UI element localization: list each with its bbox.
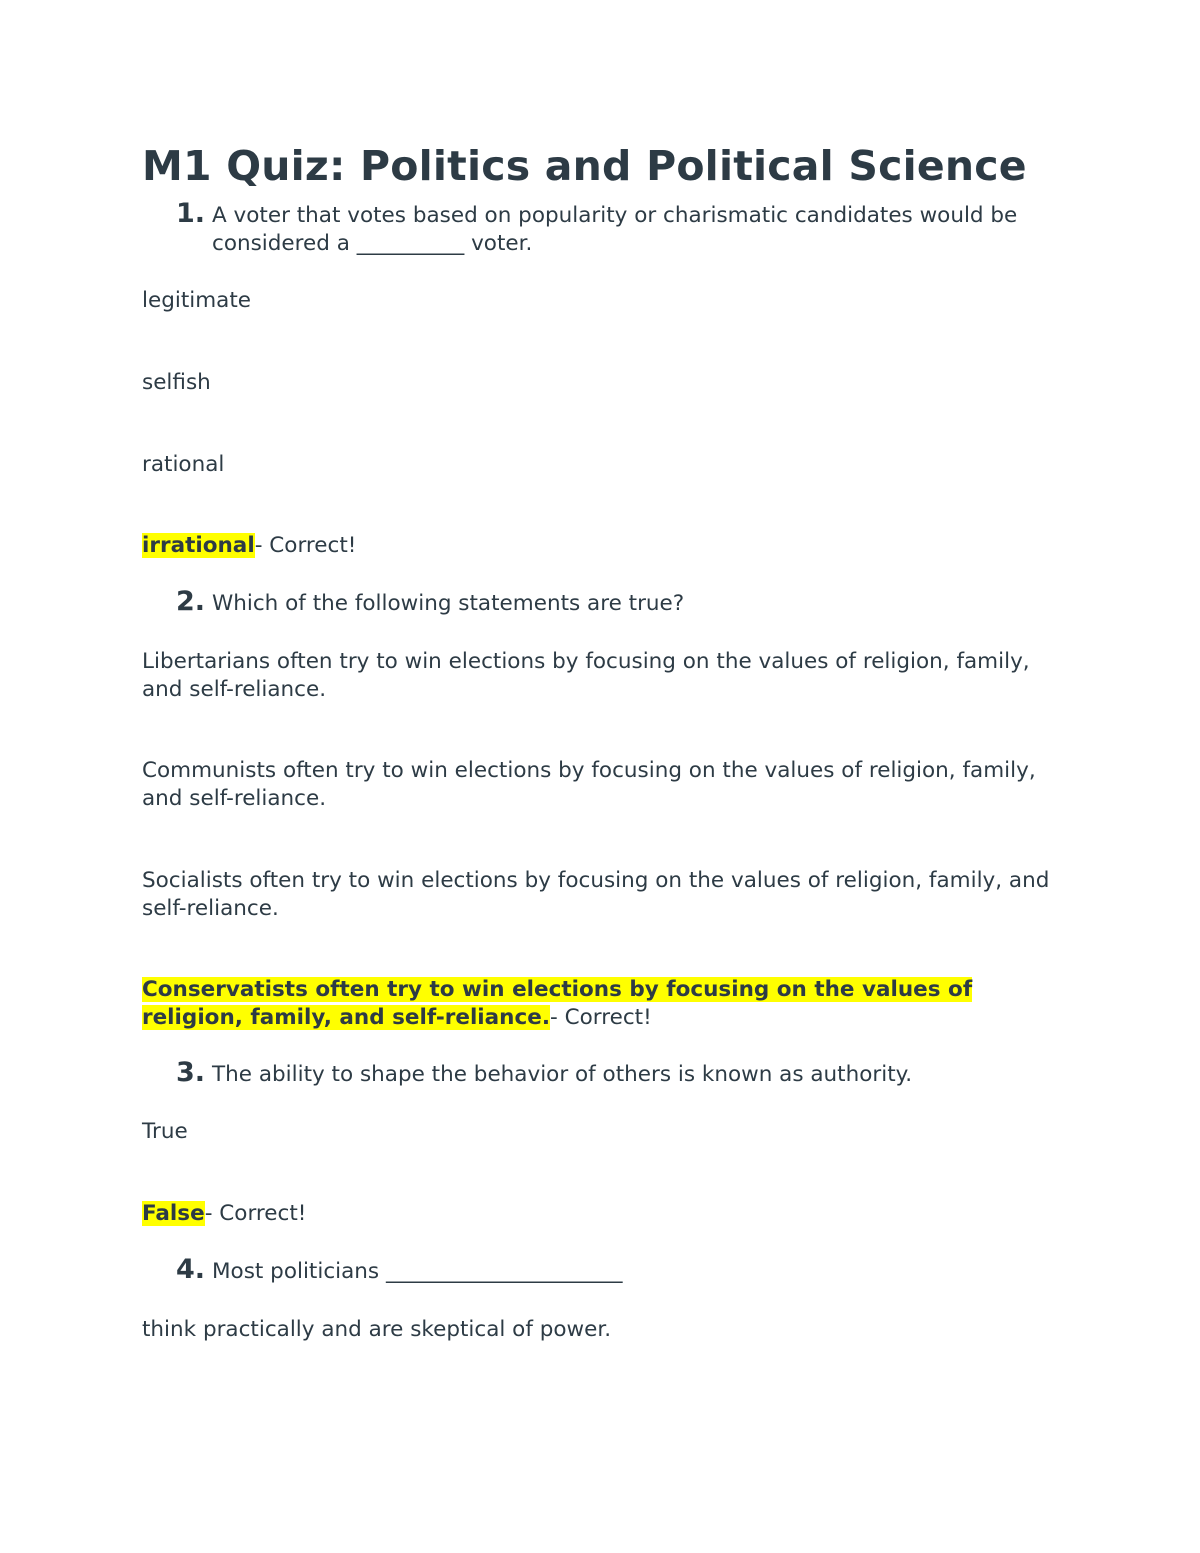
q4-option-1: think practically and are skeptical of power. xyxy=(142,1317,612,1342)
q1-option-2: selfish xyxy=(142,370,211,395)
question-4-number: 4. xyxy=(176,1254,206,1285)
q2-correct-feedback: - Correct! xyxy=(550,1005,652,1030)
question-2 xyxy=(176,588,1072,618)
question-4-text: Most politicians ______________________ xyxy=(212,1259,623,1284)
q3-correct-answer-highlight: False xyxy=(142,1201,205,1226)
q2-option-1: Libertarians often try to win elections by focusing on the values of religion, family, and self-reliance. xyxy=(142,649,1030,702)
question-3-number: 3. xyxy=(176,1057,206,1088)
q1-correct-answer xyxy=(142,532,1072,560)
q3-correct-answer xyxy=(142,1200,1072,1228)
question-4 xyxy=(176,1256,1072,1286)
question-1 xyxy=(176,200,1072,258)
q2-correct-answer-highlight-line-2: religion, family, and self-reliance. xyxy=(142,1005,550,1030)
question-1-number: 1. xyxy=(176,198,206,229)
q1-option-3: rational xyxy=(142,452,225,477)
q2-option-3: Socialists often try to win elections by focusing on the values of religion, family, and self-reliance. xyxy=(142,868,1050,921)
q2-option-2: Communists often try to win elections by focusing on the values of religion, family, and self-reliance. xyxy=(142,758,1036,811)
question-3 xyxy=(176,1059,1072,1089)
question-2-number: 2. xyxy=(176,586,206,617)
q1-correct-answer-highlight: irrational xyxy=(142,533,255,558)
q2-correct-answer xyxy=(142,976,1072,1032)
question-3-text: The ability to shape the behavior of others is known as authority. xyxy=(212,1062,913,1087)
q1-correct-feedback: - Correct! xyxy=(254,533,357,558)
q1-option-1: legitimate xyxy=(142,288,252,313)
question-2-text: Which of the following statements are true? xyxy=(212,591,685,616)
page-title: M1 Quiz: Politics and Political Science xyxy=(142,142,1027,190)
question-1-text: A voter that votes based on popularity or charismatic candidates would be considered a __________ voter. xyxy=(212,203,1018,256)
q2-correct-answer-highlight-line-1: Conservatists often try to win elections by focusing on the values of xyxy=(142,977,973,1002)
q3-option-1: True xyxy=(142,1119,188,1144)
q3-correct-feedback: - Correct! xyxy=(204,1201,307,1226)
